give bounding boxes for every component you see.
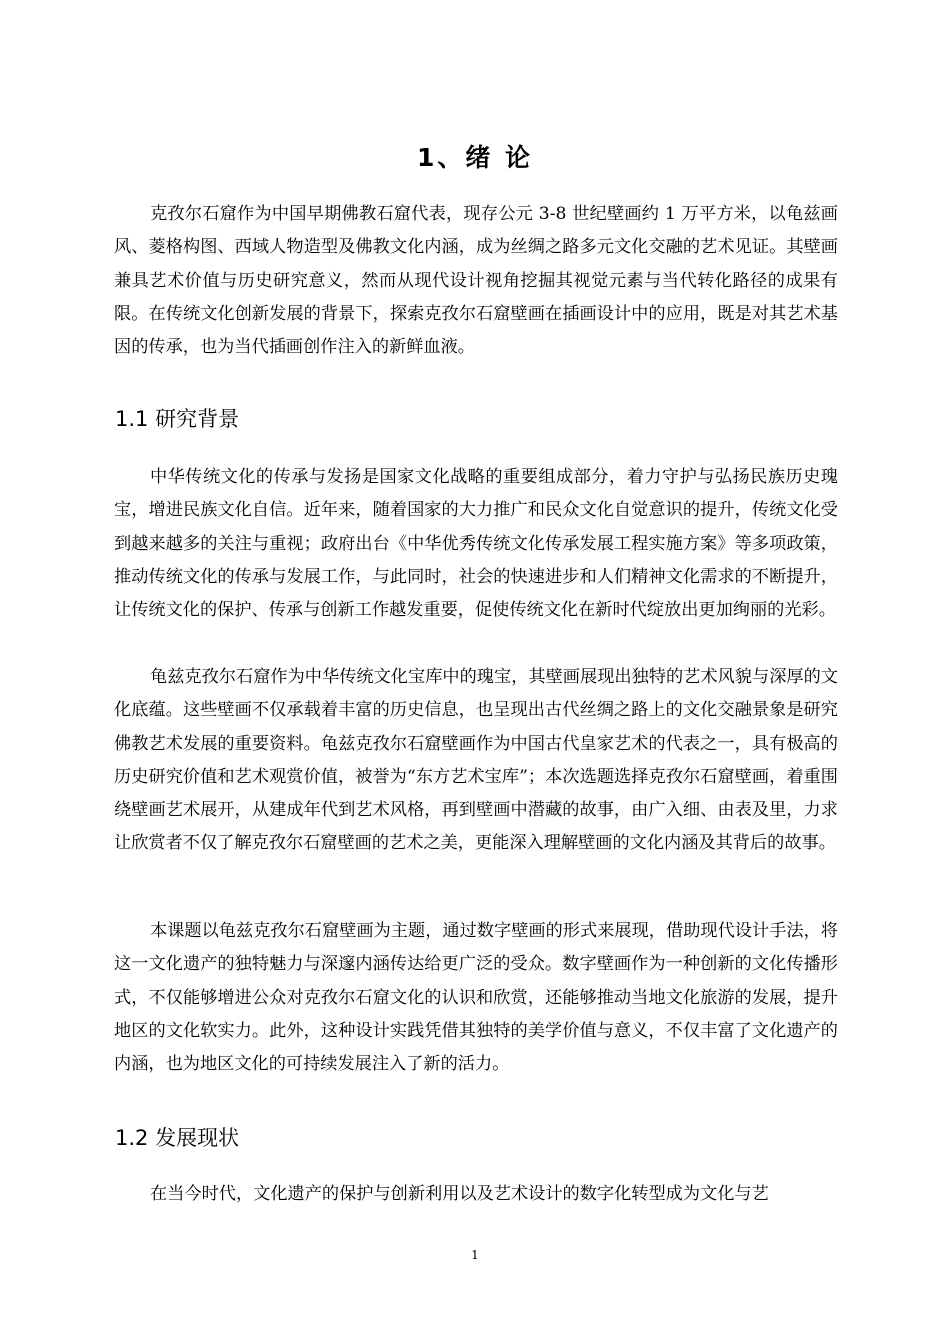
intro-paragraph: 克孜尔石窟作为中国早期佛教石窟代表，现存公元 3-8 世纪壁画约 1 万平方米，以龟兹画风、菱格构图、西域人物造型及佛教文化内涵，成为丝绸之路多元文化交融的艺术见证。其壁画兼具艺术价值与历史研究意义，然而从现代设计视角挖掘其视觉元素与当代转化路径的成果有限。在传统文化创新发展的背景下，探索克孜尔石窟壁画在插画设计中的应用，既是对其艺术基因的传承，也为当代插画创作注入的新鲜血液。 [114, 204, 838, 358]
chapter-title: 1、绪 论 [416, 143, 534, 172]
background-paragraph-3: 本课题以龟兹克孜尔石窟壁画为主题，通过数字壁画的形式来展现，借助现代设计手法，将这一文化遗产的独特魅力与深邃内涵传达给更广泛的受众。数字壁画作为一种创新的文化传播形式，不仅能够增进公众对克孜尔石窟文化的认识和欣赏，还能够推动当地文化旅游的发展，提升地区的文化软实力。此外，这种设计实践凭借其独特的美学价值与意义，不仅丰富了文化遗产的内涵，也为地区文化的可持续发展注入了新的活力。 [114, 921, 838, 1075]
page-number: 1 [471, 1248, 479, 1262]
background-paragraph-1: 中华传统文化的传承与发扬是国家文化战略的重要组成部分，着力守护与弘扬民族历史瑰宝，增进民族文化自信。近年来，随着国家的大力推广和民众文化自觉意识的提升，传统文化受到越来越多的关注与重视；政府出台《中华优秀传统文化传承发展工程实施方案》等多项政策，推动传统文化的传承与发展工作，与此同时，社会的快速进步和人们精神文化需求的不断提升，让传统文化的保护、传承与创新工作越发重要，促使传统文化在新时代绽放出更加绚丽的光彩。 [114, 467, 838, 621]
status-paragraph-1: 在当今时代，文化遗产的保护与创新利用以及艺术设计的数字化转型成为文化与艺 [150, 1184, 769, 1204]
background-paragraph-2: 龟兹克孜尔石窟作为中华传统文化宝库中的瑰宝，其壁画展现出独特的艺术风貌与深厚的文化底蕴。这些壁画不仅承载着丰富的历史信息，也呈现出古代丝绸之路上的文化交融景象是研究佛教艺术发展的重要资料。龟兹克孜尔石窟壁画作为中国古代皇家艺术的代表之一，具有极高的历史研究价值和艺术观赏价值，被誉为“东方艺术宝库”；本次选题选择克孜尔石窟壁画，着重围绕壁画艺术展开，从建成年代到艺术风格，再到壁画中潜藏的故事，由广入细、由表及里，力求让欣赏者不仅了解克孜尔石窟壁画的艺术之美，更能深入理解壁画的文化内涵及其背后的故事。 [114, 667, 838, 854]
section-title-development-status: 1.2 发展现状 [115, 1126, 240, 1150]
section-title-research-background: 1.1 研究背景 [115, 407, 240, 431]
